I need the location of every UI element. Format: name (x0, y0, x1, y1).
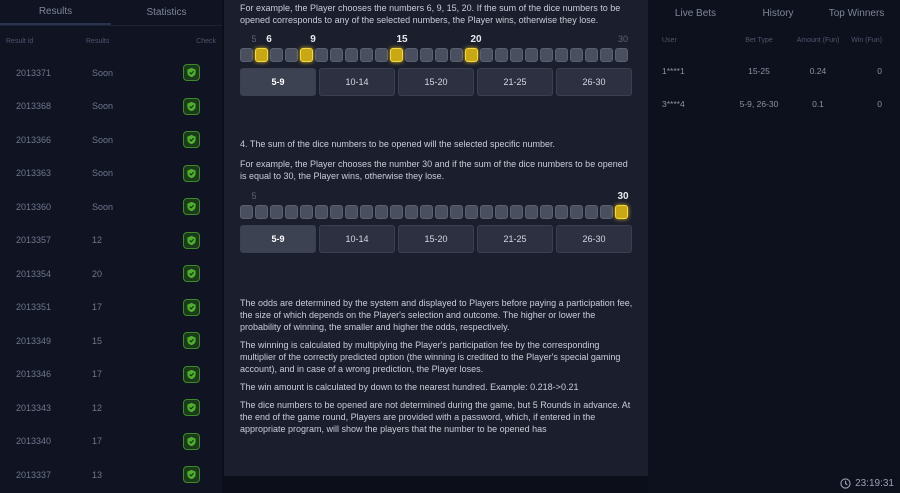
dice-label: 20 (470, 34, 482, 45)
dice-number-labels (240, 191, 633, 203)
dice-cell (360, 205, 373, 219)
range-button-10-14[interactable]: 10-14 (319, 68, 395, 96)
shield-icon (186, 134, 197, 145)
result-value: Soon (92, 67, 114, 78)
dice-cell (255, 205, 268, 219)
dice-cell (270, 205, 283, 219)
dice-cell (240, 48, 253, 62)
bets-panel (648, 0, 900, 493)
dice-min-label: 5 (251, 34, 257, 44)
dice-cell (390, 205, 403, 219)
dice-cell (615, 48, 628, 62)
dice-cell (510, 205, 523, 219)
dice-cell (375, 48, 388, 62)
tab-results[interactable]: Results (0, 0, 111, 25)
dice-cell (465, 48, 478, 62)
check-button[interactable] (183, 98, 200, 115)
result-id: 2013354 (16, 268, 52, 279)
dice-cell (540, 48, 553, 62)
check-button[interactable] (183, 433, 200, 450)
result-id: 2013351 (16, 302, 52, 313)
dice-cell (435, 48, 448, 62)
range-buttons (240, 68, 632, 96)
dice-cell (585, 48, 598, 62)
check-cell (176, 98, 216, 115)
range-buttons (240, 225, 632, 253)
check-button[interactable] (183, 64, 200, 81)
shield-icon (186, 436, 197, 447)
check-button[interactable] (183, 466, 200, 483)
dice-cell (255, 48, 268, 62)
dice-number-labels (240, 34, 633, 46)
results-table-header (0, 26, 222, 56)
dice-cell (585, 205, 598, 219)
check-button[interactable] (183, 265, 200, 282)
dice-row (240, 205, 629, 219)
dice-cell (345, 205, 358, 219)
dice-cell (420, 205, 433, 219)
check-cell (176, 399, 216, 416)
dice-cell (285, 205, 298, 219)
bet-type: 15-25 (748, 65, 770, 76)
range-button-10-14[interactable]: 10-14 (319, 225, 395, 253)
result-value: 20 (92, 268, 103, 279)
dice-cell (300, 205, 313, 219)
dice-label: 30 (617, 191, 629, 202)
check-cell (176, 232, 216, 249)
dice-cell (570, 205, 583, 219)
dice-cell (600, 205, 613, 219)
dice-cell (465, 205, 478, 219)
result-id: 2013343 (16, 402, 52, 413)
dice-cell (615, 205, 628, 219)
check-button[interactable] (183, 131, 200, 148)
dice-cell (495, 48, 508, 62)
table-row[interactable] (0, 257, 222, 291)
tab-statistics[interactable]: Statistics (146, 7, 187, 18)
dice-cell (405, 48, 418, 62)
range-button-26-30[interactable]: 26-30 (556, 225, 632, 253)
check-cell (176, 131, 216, 148)
dice-cell (300, 48, 313, 62)
table-row[interactable] (0, 291, 222, 325)
dice-cell (375, 205, 388, 219)
dice-cell (345, 48, 358, 62)
bet-win: 0 (877, 98, 882, 109)
bets-table-body (648, 54, 900, 120)
shield-icon (186, 168, 197, 179)
table-row[interactable] (0, 90, 222, 124)
range-button-15-20[interactable]: 15-20 (398, 68, 474, 96)
shield-icon (186, 235, 197, 246)
shield-icon (186, 335, 197, 346)
check-cell (176, 332, 216, 349)
bets-table-header (648, 26, 900, 54)
clock-time: 23:19:31 (855, 478, 894, 489)
col-user: User (662, 36, 677, 44)
paragraph-dice-generation: The dice numbers to be opened are not determined during the game, but 5 Rounds in advance. At the end of the game round, Players are provided with a password, which, if entered in the appropriate program, will show the players that the number to be opened has (240, 400, 631, 434)
table-row[interactable] (0, 56, 222, 90)
result-value: 12 (92, 235, 103, 246)
table-row (648, 54, 900, 87)
section-4-example: For example, the Player chooses the number 30 and if the sum of the dice numbers to be opened is equal to 30, the Player wins, otherwise they lose. (240, 159, 628, 181)
result-value: 13 (92, 469, 103, 480)
shield-icon (186, 67, 197, 78)
result-value: Soon (92, 168, 114, 179)
bet-win: 0 (877, 65, 882, 76)
result-value: 12 (92, 402, 103, 413)
range-button-21-25[interactable]: 21-25 (477, 225, 553, 253)
result-value: 17 (92, 369, 103, 380)
bet-user: 3****4 (662, 98, 685, 109)
dice-cell (555, 48, 568, 62)
range-button-26-30[interactable]: 26-30 (556, 68, 632, 96)
shield-icon (186, 402, 197, 413)
dice-cell (555, 205, 568, 219)
tab-history[interactable]: History (762, 7, 794, 19)
check-cell (176, 165, 216, 182)
check-button[interactable] (183, 332, 200, 349)
clock (840, 478, 894, 489)
dice-cell (525, 205, 538, 219)
shield-icon (186, 369, 197, 380)
dice-cell (360, 48, 373, 62)
table-row[interactable] (0, 458, 222, 492)
dice-cell (480, 48, 493, 62)
tab-top-winners[interactable]: Top Winners (828, 7, 885, 19)
bet-type: 5-9, 26-30 (739, 98, 779, 109)
check-cell (176, 64, 216, 81)
col-result-id: Result id (6, 37, 34, 45)
check-button[interactable] (183, 165, 200, 182)
shield-icon (186, 101, 197, 112)
check-button[interactable] (183, 399, 200, 416)
dice-cell (405, 205, 418, 219)
dice-label: 6 (266, 34, 272, 45)
dice-label: 9 (310, 34, 316, 45)
check-cell (176, 366, 216, 383)
col-amount: Amount (Fun) (796, 36, 840, 44)
dice-cell (330, 205, 343, 219)
table-row[interactable] (0, 358, 222, 392)
shield-icon (186, 201, 197, 212)
bet-amount: 0.24 (809, 65, 827, 76)
dice-cell (420, 48, 433, 62)
col-win: Win (Fun) (851, 36, 882, 44)
dice-cell (450, 205, 463, 219)
dice-cell (450, 48, 463, 62)
table-row[interactable] (0, 324, 222, 358)
rules-content (224, 2, 648, 435)
paragraph-win-amount: The win amount is calculated by down to the nearest hundred. Example: 0.218->0.21 (240, 382, 579, 392)
col-check: Check (196, 37, 216, 45)
result-value: 15 (92, 335, 103, 346)
range-button-15-20[interactable]: 15-20 (398, 225, 474, 253)
dice-row (240, 48, 629, 62)
result-id: 2013346 (16, 369, 52, 380)
dice-cell (510, 48, 523, 62)
paragraph-odds: The odds are determined by the system and displayed to Players before paying a participation fee, the size of which depends on the Player's selection and outcome. The higher or lower the probability of winning, the smaller and higher the odds, respectively. (240, 298, 633, 332)
table-row[interactable] (0, 224, 222, 258)
bet-user: 1****1 (662, 65, 685, 76)
dice-label: 15 (396, 34, 408, 45)
result-id: 2013363 (16, 168, 52, 179)
result-id: 2013337 (16, 469, 52, 480)
dice-cell (390, 48, 403, 62)
results-tabs (0, 0, 222, 26)
col-results: Results (86, 37, 110, 45)
dice-cell (330, 48, 343, 62)
dice-cell (540, 205, 553, 219)
check-cell (176, 198, 216, 215)
range-button-21-25[interactable]: 21-25 (477, 68, 553, 96)
rules-modal (224, 0, 648, 476)
tab-live-bets[interactable]: Live Bets (674, 7, 717, 19)
result-value: 17 (92, 302, 103, 313)
check-button[interactable] (183, 299, 200, 316)
section-4-title: 4. The sum of the dice numbers to be opened will the selected specific number. (240, 139, 556, 149)
dice-cell (240, 205, 253, 219)
dice-cell (270, 48, 283, 62)
paragraph-winning: The winning is calculated by multiplying the Player's participation fee by the corresponding multiplier of the correctly predicted option (the winning is credited to the Player's special gaming account), and in case of a wrong prediction, the Player loses. (240, 340, 621, 374)
result-id: 2013366 (16, 134, 52, 145)
result-value: Soon (92, 101, 114, 112)
shield-icon (186, 268, 197, 279)
dice-cell (480, 205, 493, 219)
bets-tabs (648, 0, 900, 26)
dice-cell (570, 48, 583, 62)
result-value: Soon (92, 201, 114, 212)
table-row (648, 87, 900, 120)
shield-icon (186, 302, 197, 313)
range-button-5-9[interactable]: 5-9 (240, 68, 316, 96)
dice-cell (285, 48, 298, 62)
dice-cell (315, 205, 328, 219)
dice-min-label: 5 (251, 191, 257, 201)
result-id: 2013368 (16, 101, 52, 112)
rules-intro: For example, the Player chooses the numbers 6, 9, 15, 20. If the sum of the dice numbers to be opened corresponds to any of the selected numbers, the Player wins, otherwise they lose. (240, 3, 621, 25)
result-id: 2013349 (16, 335, 52, 346)
results-table-body (0, 56, 222, 492)
table-row[interactable] (0, 123, 222, 157)
check-cell (176, 265, 216, 282)
result-value: Soon (92, 134, 114, 145)
table-row[interactable] (0, 391, 222, 425)
result-id: 2013371 (16, 67, 52, 78)
results-panel (0, 0, 222, 493)
dice-cell (525, 48, 538, 62)
dice-cell (495, 205, 508, 219)
range-button-5-9[interactable]: 5-9 (240, 225, 316, 253)
result-id: 2013340 (16, 436, 52, 447)
col-bet-type: Bet Type (745, 36, 773, 44)
table-row[interactable] (0, 157, 222, 191)
result-value: 17 (92, 436, 103, 447)
table-row[interactable] (0, 425, 222, 459)
dice-cell (435, 205, 448, 219)
dice-cell (600, 48, 613, 62)
bet-amount: 0.1 (812, 98, 824, 109)
result-id: 2013360 (16, 201, 52, 212)
dice-max-label: 30 (617, 34, 629, 44)
check-button[interactable] (183, 232, 200, 249)
result-id: 2013357 (16, 235, 52, 246)
check-cell (176, 299, 216, 316)
dice-cell (315, 48, 328, 62)
shield-icon (186, 469, 197, 480)
check-button[interactable] (183, 366, 200, 383)
table-row[interactable] (0, 190, 222, 224)
check-cell (176, 466, 216, 483)
check-cell (176, 433, 216, 450)
clock-icon (840, 478, 851, 489)
check-button[interactable] (183, 198, 200, 215)
